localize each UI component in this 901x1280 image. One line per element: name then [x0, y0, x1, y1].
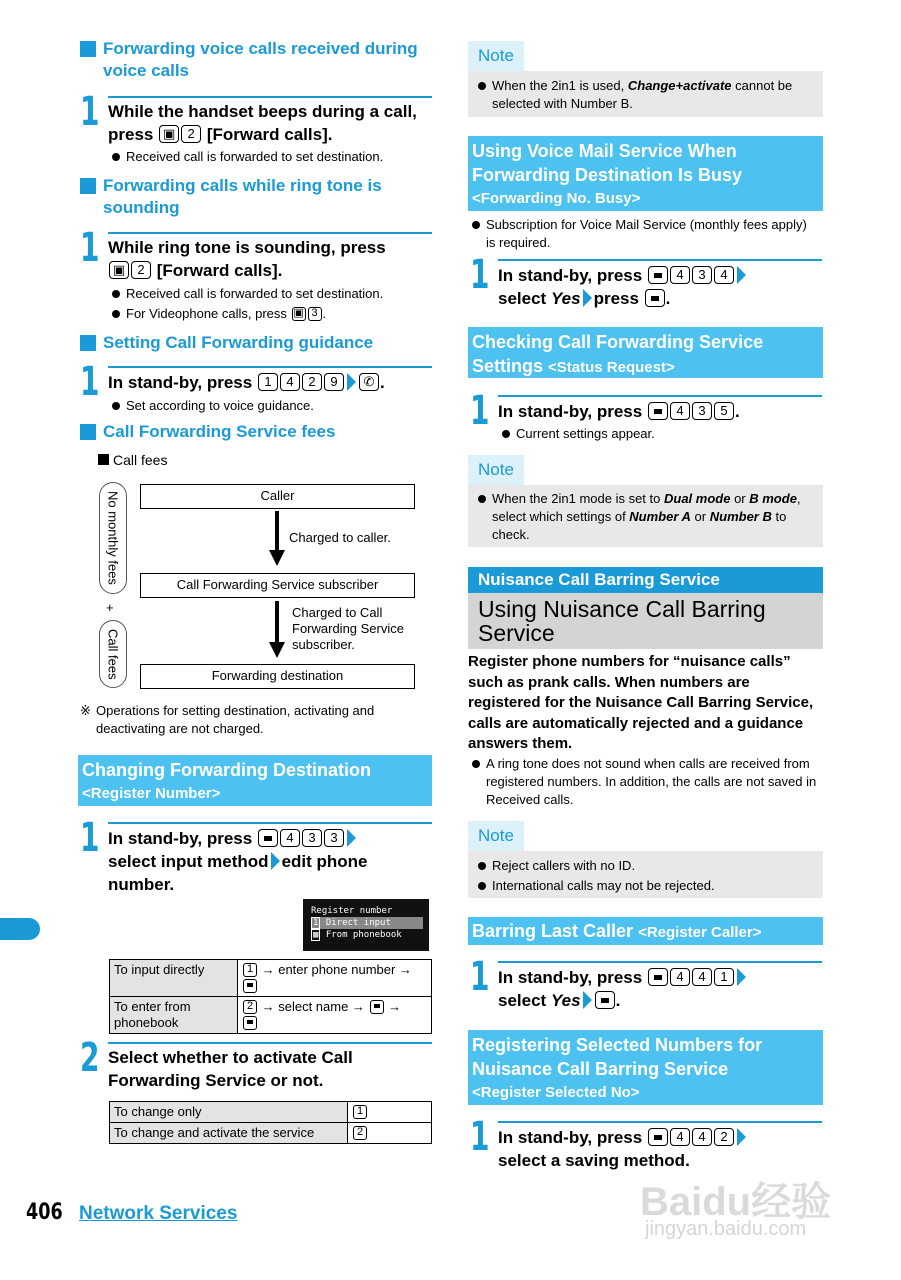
step-number: 2 [80, 1035, 100, 1081]
key: 4 [714, 266, 734, 284]
table-cell: To input directly [110, 960, 238, 997]
ops-note: Operations for setting destination, activating and deactivating are not charged. [96, 703, 375, 736]
note-bullet: Reject callers with no ID. [476, 857, 811, 875]
square-bullet-icon [98, 454, 109, 465]
key: 4 [692, 1128, 712, 1146]
step-number: 1 [470, 1114, 490, 1160]
table-cell: To enter from phonebook [110, 997, 238, 1034]
menu-key-icon [595, 991, 615, 1009]
menu-key-icon [648, 402, 668, 420]
down-arrow-icon [269, 550, 285, 566]
menu-key-icon [243, 979, 257, 993]
key: 4 [670, 968, 690, 986]
menu-key-icon [243, 1016, 257, 1030]
bullet: A ring tone does not sound when calls are received from registered numbers. In addition, the calls are not saved in Received calls. [470, 755, 823, 809]
bullet: Subscription for Voice Mail Service (monthly fees apply) is required. [470, 216, 815, 252]
plus-sign: + [106, 600, 114, 615]
key-3: 3 [308, 307, 322, 321]
banner-change-destination: Changing Forwarding Destination <Register Number> [78, 755, 432, 806]
bullet: Current settings appear. [500, 425, 820, 443]
table-cell: 2 [348, 1123, 432, 1144]
step-divider [498, 395, 822, 397]
send-key-icon: ✆ [359, 373, 379, 391]
step-instruction: In stand-by, press 4 3 4 select Yes press . [498, 264, 822, 310]
camera-key-icon: ▣ [159, 125, 179, 143]
menu-key-icon [370, 1000, 384, 1014]
watermark-url: jingyan.baidu.com [645, 1218, 807, 1240]
charge-label: Charged to Call Forwarding Service subscriber. [292, 605, 404, 652]
next-arrow-icon [347, 373, 356, 391]
step-divider [108, 366, 432, 368]
step-divider [498, 961, 822, 963]
nuisance-intro: Register phone numbers for “nuisance calls” such as prank calls. When numbers are registered for the Nuisance Call Barring Service, calls are automatically rejected and a guidance answers them. [468, 653, 814, 752]
menu-key-icon [258, 829, 278, 847]
heading-forward-voice: Forwarding voice calls received during voice calls [80, 38, 432, 82]
bullet: Set according to voice guidance. [110, 397, 432, 415]
menu-key-icon [648, 968, 668, 986]
step-divider [108, 1042, 432, 1044]
step-instruction: In stand-by, press 1 4 2 9 ✆ . [108, 373, 385, 392]
step-instruction: In stand-by, press 4 4 2 select a saving method. [498, 1126, 822, 1172]
side-tab [0, 918, 40, 940]
next-arrow-icon [347, 829, 356, 847]
banner-last-caller: Barring Last Caller <Register Caller> [468, 917, 823, 945]
bullet: Received call is forwarded to set destination. [110, 148, 432, 166]
note-tab: Note [468, 41, 524, 71]
page-number: 406 [26, 1200, 63, 1225]
bullet: Received call is forwarded to set destination. [110, 285, 432, 303]
table-cell: 2 → select name → → [238, 997, 432, 1034]
section-link[interactable]: Network Services [79, 1203, 238, 1224]
key: 2 [302, 373, 322, 391]
banner-status-request: Checking Call Forwarding Service Settings <Status Request> [468, 327, 823, 378]
step-number: 1 [470, 388, 490, 434]
key-2: 2 [181, 125, 201, 143]
pill-no-monthly-fees: No monthly fees [99, 482, 127, 594]
key: 4 [692, 968, 712, 986]
key: 3 [692, 402, 712, 420]
nuisance-title: Using Nuisance Call Barring Service [468, 593, 823, 649]
down-arrow-icon [269, 642, 285, 658]
step-instruction: In stand-by, press 4 3 3 select input method edit phone number. [108, 829, 368, 894]
step-number: 1 [470, 252, 490, 298]
screen-option-phonebook[interactable]: ▦ From phonebook [313, 930, 402, 940]
step-number: 1 [80, 89, 100, 135]
key: 4 [670, 1128, 690, 1146]
heading-forward-ring: Forwarding calls while ring tone is sounding [80, 175, 432, 219]
table-row [110, 1102, 432, 1123]
note-box [468, 851, 823, 898]
next-arrow-icon [583, 991, 592, 1009]
key: 3 [302, 829, 322, 847]
ops-mark: ※ [80, 703, 91, 718]
charge-label: Charged to caller. [289, 530, 391, 545]
key: 2 [714, 1128, 734, 1146]
key: 1 [258, 373, 278, 391]
key: 9 [324, 373, 344, 391]
input-method-table [109, 959, 432, 1034]
box-subscriber: Call Forwarding Service subscriber [140, 573, 415, 598]
camera-key-icon: ▣ [109, 261, 129, 279]
table-row [110, 1123, 432, 1144]
step-instruction: Select whether to activate Call Forwarding Service or not. [108, 1048, 353, 1090]
step-instruction: In stand-by, press 4 4 1 select Yes . [498, 966, 822, 1012]
box-destination: Forwarding destination [140, 664, 415, 689]
screen-option-direct[interactable]: 1 Direct input [311, 917, 423, 929]
step-divider [498, 1121, 822, 1123]
key: 3 [692, 266, 712, 284]
charge-arrow [275, 511, 279, 551]
step-divider [498, 259, 822, 261]
note-tab: Note [468, 821, 524, 851]
key: 4 [280, 829, 300, 847]
step-instruction: While ring tone is sounding, press ▣ 2 [Forward calls]. [108, 238, 386, 280]
fees-subheading: Call fees [98, 452, 167, 468]
note-box [468, 71, 823, 117]
phone-screen [303, 899, 429, 951]
key: 4 [280, 373, 300, 391]
table-row [110, 960, 432, 997]
note-bullet: International calls may not be rejected. [476, 877, 811, 895]
step-instruction: While the handset beeps during a call, press ▣ 2 [Forward calls]. [108, 102, 417, 144]
step-divider [108, 232, 432, 234]
bullet: For Videophone calls, press ▣ 3 . [110, 305, 432, 323]
heading-fees: Call Forwarding Service fees [80, 421, 432, 443]
key: 5 [714, 402, 734, 420]
banner-register-selected: Registering Selected Numbers for Nuisance Call Barring Service <Register Selected No> [468, 1030, 823, 1105]
activate-table [109, 1101, 432, 1144]
key: 1 [714, 968, 734, 986]
key: 4 [670, 266, 690, 284]
key-2: 2 [131, 261, 151, 279]
step-divider [108, 96, 432, 98]
banner-voice-mail: Using Voice Mail Service When Forwarding Destination Is Busy <Forwarding No. Busy> [468, 136, 823, 211]
table-cell: To change and activate the service [110, 1123, 348, 1144]
pill-call-fees: Call fees [99, 620, 127, 688]
next-arrow-icon [737, 266, 746, 284]
menu-key-icon [648, 266, 668, 284]
next-arrow-icon [583, 289, 592, 307]
table-cell: 1 [348, 1102, 432, 1123]
note-bullet: When the 2in1 is used, Change+activate cannot be selected with Number B. [476, 77, 816, 113]
key: 4 [670, 402, 690, 420]
charge-arrow [275, 601, 279, 643]
key: 3 [324, 829, 344, 847]
box-caller: Caller [140, 484, 415, 509]
nuisance-label: Nuisance Call Barring Service [468, 567, 823, 593]
heading-guidance: Setting Call Forwarding guidance [80, 332, 432, 354]
note-bullet: When the 2in1 mode is set to Dual mode or B mode, select which settings of Number A or Number B to check. [476, 490, 811, 544]
step-number: 1 [80, 815, 100, 861]
step-number: 1 [80, 225, 100, 271]
note-box [468, 485, 823, 547]
table-cell: To change only [110, 1102, 348, 1123]
next-arrow-icon [737, 1128, 746, 1146]
note-tab: Note [468, 455, 524, 485]
next-arrow-icon [737, 968, 746, 986]
step-number: 1 [80, 359, 100, 405]
watermark-logo: Baidu经验 [640, 1180, 832, 1224]
camera-key-icon: ▣ [293, 306, 304, 319]
table-cell: 1 → enter phone number → [238, 960, 432, 997]
screen-title: Register number [311, 906, 393, 916]
step-number: 1 [470, 954, 490, 1000]
next-arrow-icon [271, 852, 280, 870]
menu-key-icon [645, 289, 665, 307]
table-row [110, 997, 432, 1034]
step-divider [108, 822, 432, 824]
menu-key-icon [648, 1128, 668, 1146]
step-instruction: In stand-by, press 4 3 5 . [498, 402, 740, 421]
